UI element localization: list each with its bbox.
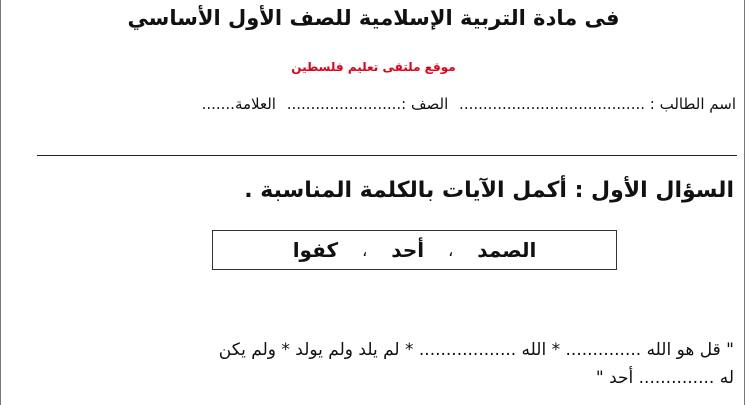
verse-line-1: " قل هو الله .............. * الله .................. * لم يلد ولم يولد * ولم يكن: [218, 340, 734, 360]
grade-field: الصف :........................: [286, 95, 449, 113]
page-title: فى مادة التربية الإسلامية للصف الأول الأساسي: [127, 6, 620, 30]
word-bank-item: الصمد: [477, 238, 537, 262]
verse-line-2: له .............. أحد ": [595, 368, 734, 388]
student-info-row: [16, 95, 736, 113]
word-bank: [212, 230, 617, 270]
word-separator: ،: [362, 240, 368, 260]
question-1-heading: السؤال الأول : أكمل الآيات بالكلمة المناسبة .: [244, 178, 734, 203]
word-bank-item: كفوا: [292, 238, 339, 262]
divider: [37, 155, 737, 156]
site-name: موقع ملتقى تعليم فلسطين: [291, 60, 456, 74]
mark-field: العلامة.......: [201, 95, 276, 113]
word-separator: ،: [448, 240, 454, 260]
word-bank-item: أحد: [391, 238, 425, 262]
student-name-field: اسم الطالب : .......................................: [459, 95, 736, 113]
